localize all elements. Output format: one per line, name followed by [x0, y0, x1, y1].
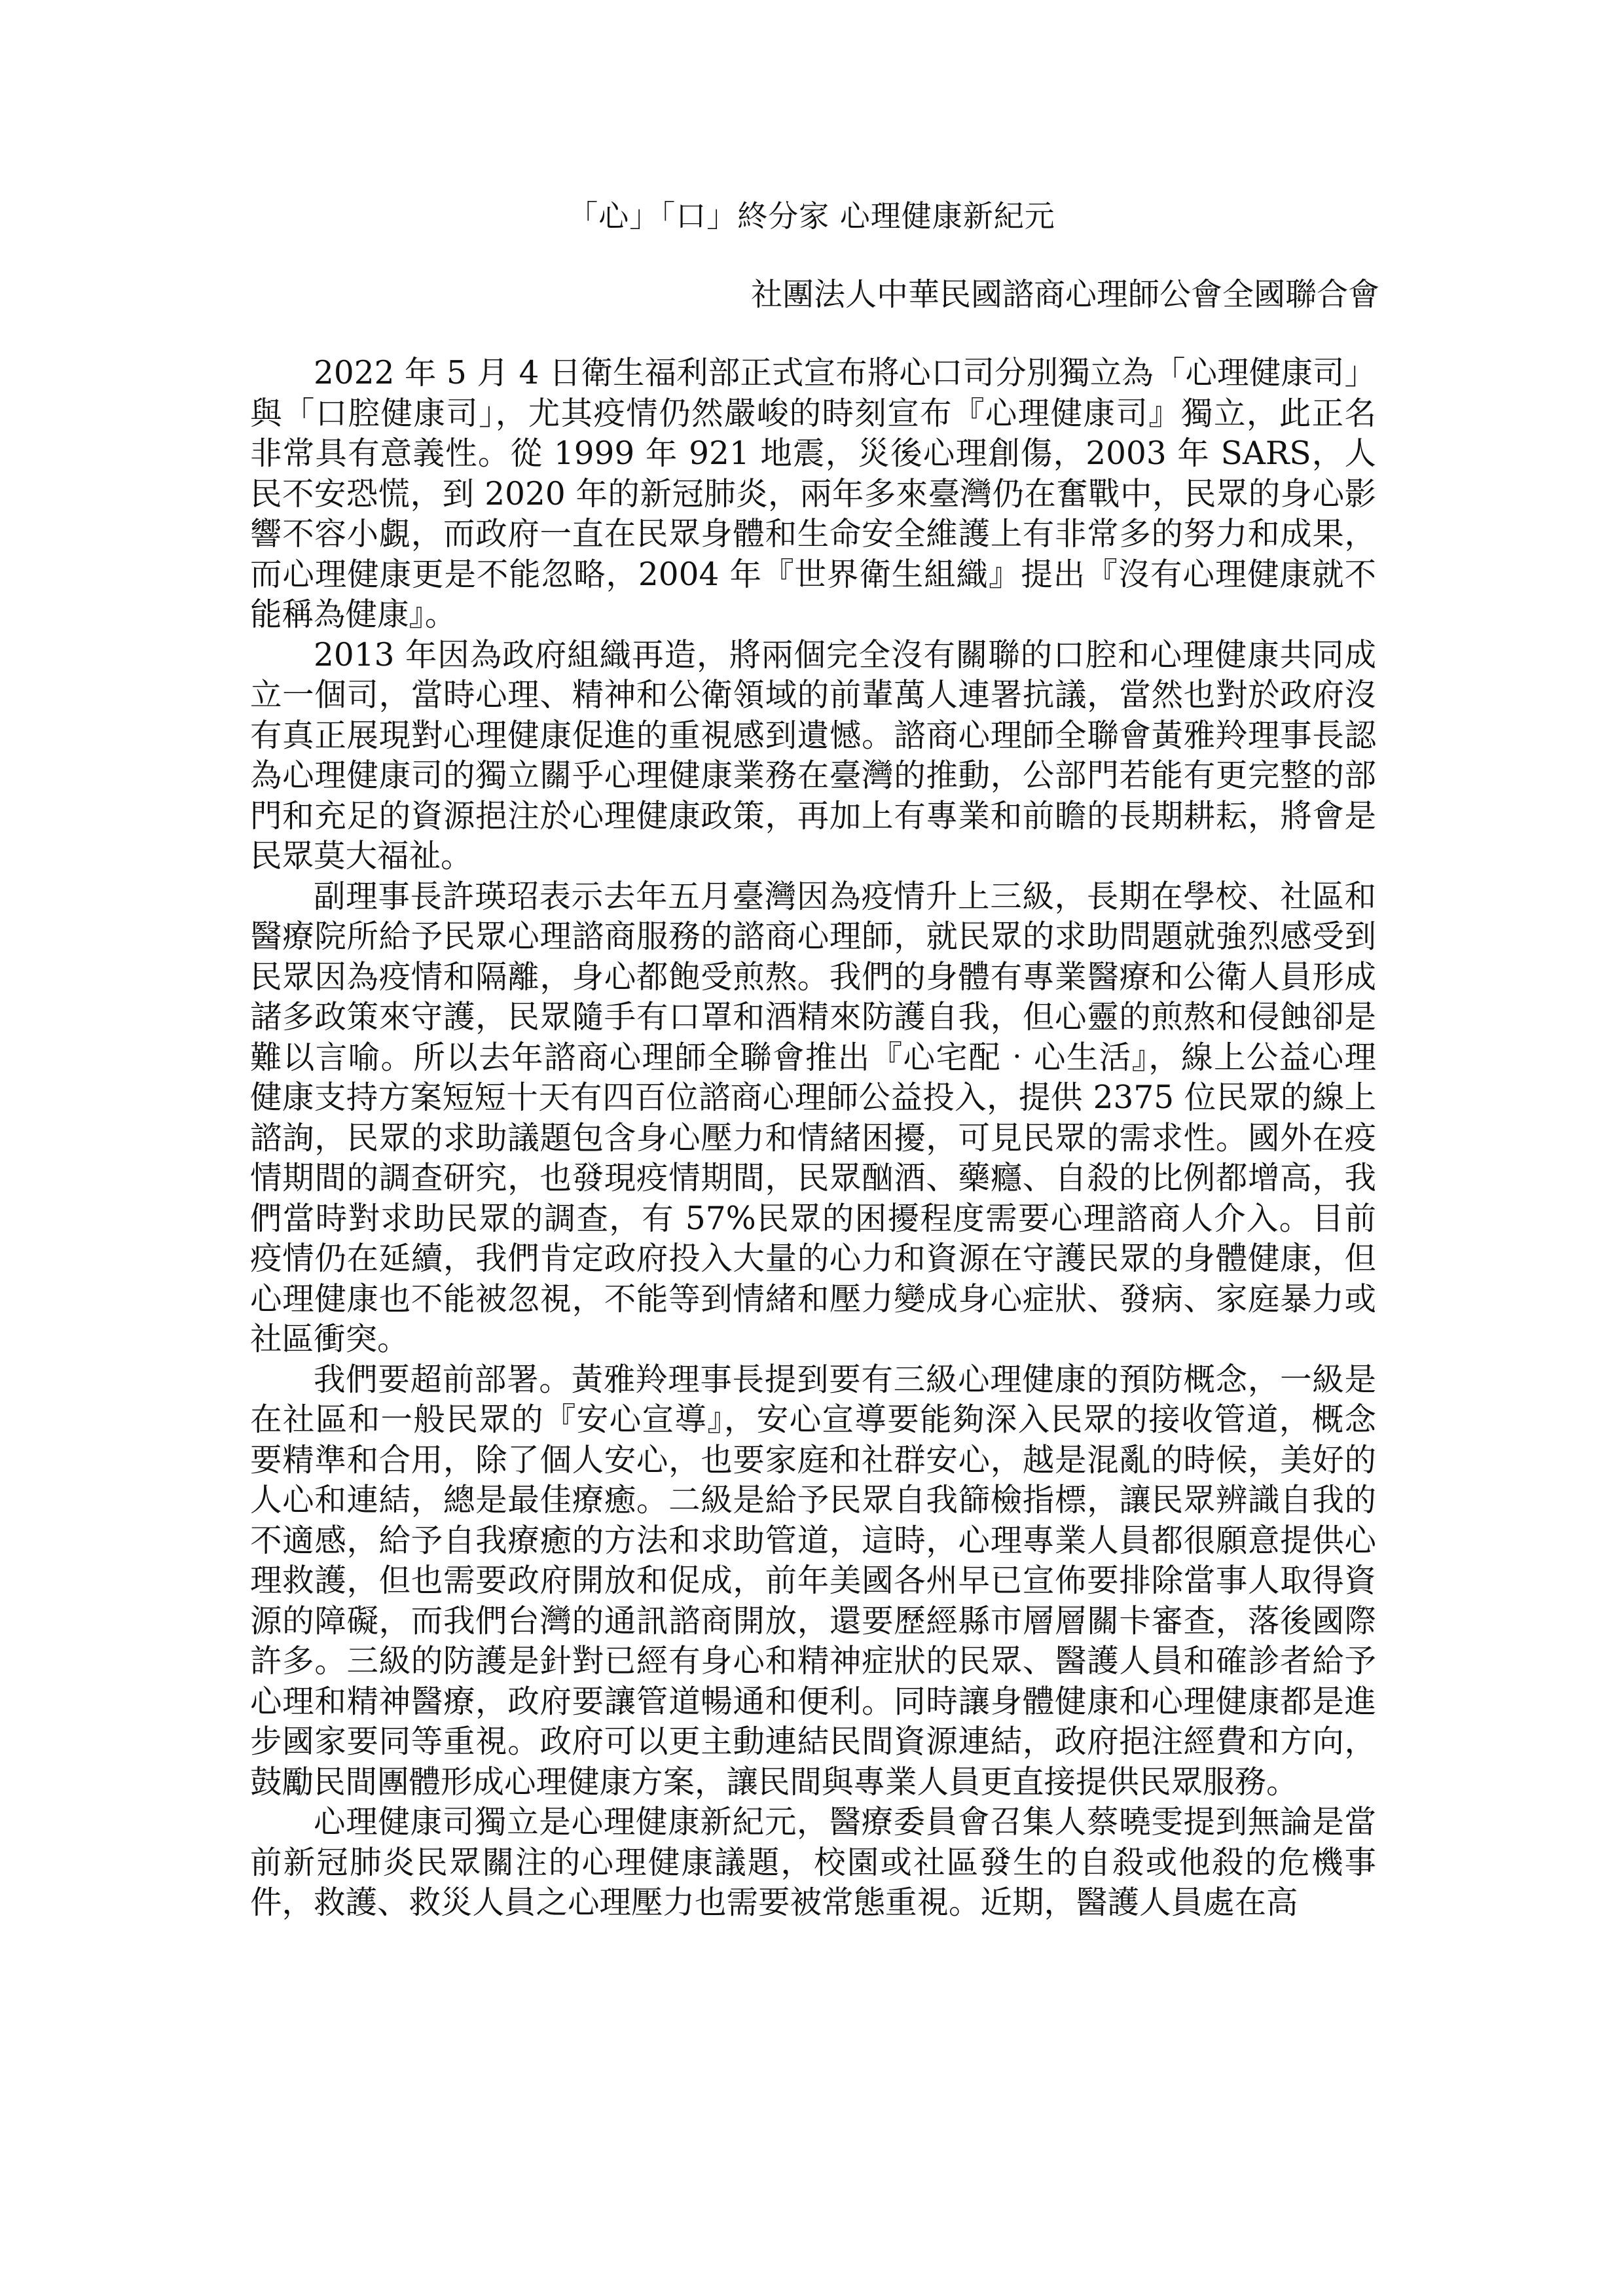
paragraph-5: 心理健康司獨立是心理健康新紀元，醫療委員會召集人蔡曉雯提到無論是當前新冠肺炎民眾關注的心理健康議題，校園或社區發生的自殺或他殺的危機事件，救護、救災人員之心理壓力也需要被常態重視。近期，醫護人員處在高	[250, 1804, 1376, 1921]
document-author: 社團法人中華民國諮商心理師公會全國聯合會	[750, 276, 1379, 313]
document-title: 「心」「口」終分家 心理健康新紀元	[568, 198, 1055, 234]
paragraph-1: 2022 年 5 月 4 日衛生福利部正式宣布將心口司分別獨立為「心理健康司」與「口腔健康司」，尤其疫情仍然嚴峻的時刻宣布『心理健康司』獨立，此正名非常具有意義性。從 1999 年 921 地震，災後心理創傷，2003 年 SARS，人民不安恐慌，到 2020 年的新冠肺炎，兩年多來臺灣仍在奮戰中，民眾的身心影響不容小覷，而政府一直在民眾身體和生命安全維護上有非常多的努力和成果，而心理健康更是不能忽略，2004 年『世界衛生組織』提出『沒有心理健康就不能稱為健康』。	[250, 355, 1376, 633]
paragraph-3: 副理事長許瑛玿表示去年五月臺灣因為疫情升上三級，長期在學校、社區和醫療院所給予民眾心理諮商服務的諮商心理師，就民眾的求助問題就強烈感受到民眾因為疫情和隔離，身心都飽受煎熬。我們的身體有專業醫療和公衛人員形成諸多政策來守護，民眾隨手有口罩和酒精來防護自我，但心靈的煎熬和侵蝕卻是難以言喻。所以去年諮商心理師全聯會推出『心宅配‧心生活』，線上公益心理健康支持方案短短十天有四百位諮商心理師公益投入，提供 2375 位民眾的線上諮詢，民眾的求助議題包含身心壓力和情緒困擾，可見民眾的需求性。國外在疫情期間的調查研究，也發現疫情期間，民眾酗酒、藥癮、自殺的比例都增高，我們當時對求助民眾的調查，有 57%民眾的困擾程度需要心理諮商人介入。目前疫情仍在延續，我們肯定政府投入大量的心力和資源在守護民眾的身體健康，但心理健康也不能被忽視，不能等到情緒和壓力變成身心症狀、發病、家庭暴力或社區衝突。	[250, 878, 1376, 1357]
document-body	[250, 353, 1376, 1924]
paragraph-4: 我們要超前部署。黃雅羚理事長提到要有三級心理健康的預防概念，一級是在社區和一般民眾的『安心宣導』，安心宣導要能夠深入民眾的接收管道，概念要精準和合用，除了個人安心，也要家庭和社群安心，越是混亂的時候，美好的人心和連結，總是最佳療癒。二級是給予民眾自我篩檢指標，讓民眾辨識自我的不適感，給予自我療癒的方法和求助管道，這時，心理專業人員都很願意提供心理救護，但也需要政府開放和促成，前年美國各州早已宣佈要排除當事人取得資源的障礙，而我們台灣的通訊諮商開放，還要歷經縣市層層關卡審查，落後國際許多。三級的防護是針對已經有身心和精神症狀的民眾、醫護人員和確診者給予心理和精神醫療，政府要讓管道暢通和便利。同時讓身體健康和心理健康都是進步國家要同等重視。政府可以更主動連結民間資源連結，政府挹注經費和方向，鼓勵民間團體形成心理健康方案，讓民間與專業人員更直接提供民眾服務。	[250, 1361, 1376, 1801]
paragraph-2: 2013 年因為政府組織再造，將兩個完全沒有關聯的口腔和心理健康共同成立一個司，當時心理、精神和公衛領域的前輩萬人連署抗議，當然也對於政府沒有真正展現對心理健康促進的重視感到遺憾。諮商心理師全聯會黃雅羚理事長認為心理健康司的獨立關乎心理健康業務在臺灣的推動，公部門若能有更完整的部門和充足的資源挹注於心理健康政策，再加上有專業和前瞻的長期耕耘，將會是民眾莫大福祉。	[250, 636, 1376, 874]
